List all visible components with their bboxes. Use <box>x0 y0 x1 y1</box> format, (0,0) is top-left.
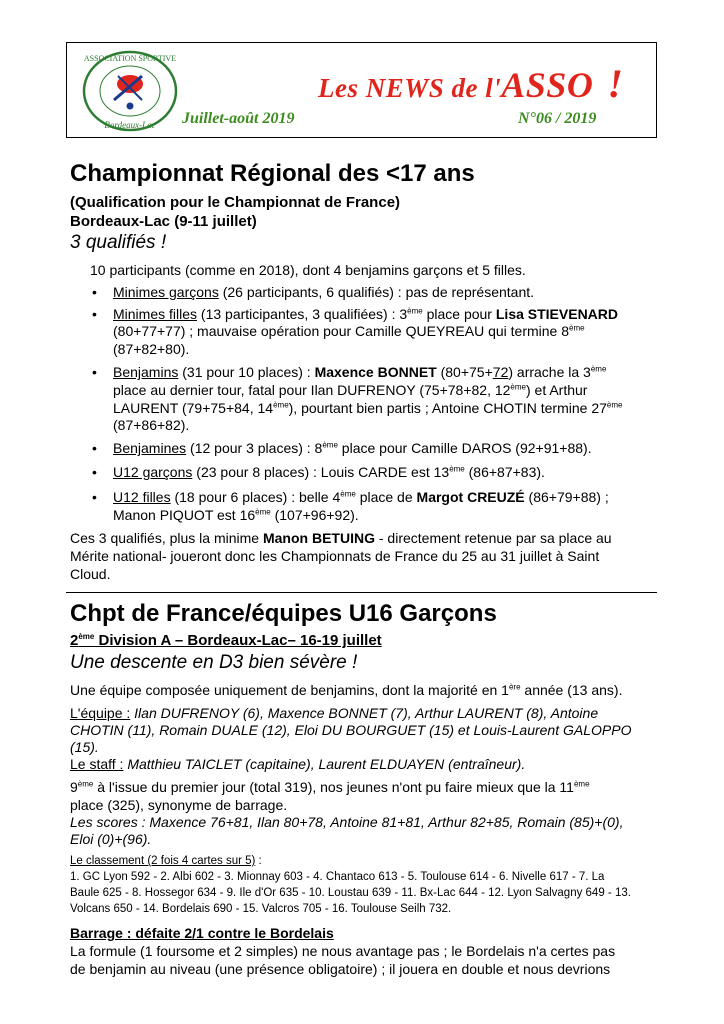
issue-date: Juillet-août 2019 <box>182 110 295 127</box>
list-item-text: (80+77+77) ; mauvaise opération pour Camille QUEYREAU qui termine 8ème <box>113 323 585 339</box>
section1-location: Bordeaux-Lac (9-11 juillet) <box>70 213 257 230</box>
ranking-line: Baule 625 - 8. Hossegor 634 - 9. Ile d'Or 635 - 10. Loustau 639 - 11. Bx-Lac 644 - 12. Lyon Salvagny 649 - 13. <box>70 887 631 899</box>
list-item-u12-garcons: U12 garçons (23 pour 8 places) : Louis CARDE est 13ème (86+87+83). <box>113 464 545 480</box>
list-item-u12-filles: U12 filles (18 pour 6 places) : belle 4ème place de Margot CREUZÉ (86+79+88) ; <box>113 489 609 505</box>
list-item-benjamines: Benjamines (12 pour 3 places) : 8ème place pour Camille DAROS (92+91+88). <box>113 440 592 456</box>
section2-result-line: place (325), synonyme de barrage. <box>70 797 288 813</box>
bullet-icon: • <box>92 284 97 300</box>
association-logo <box>78 48 182 134</box>
list-item-text: place au dernier tour, fatal pour Ilan DUFRENOY (75+78+82, 12ème) et Arthur <box>113 382 588 398</box>
ranking-line: Volcans 650 - 14. Bordelais 690 - 15. Valcros 705 - 16. Toulouse Seilh 732. <box>70 903 452 915</box>
section1-outro: Ces 3 qualifiés, plus la minime Manon BETUING - directement retenue par sa place au <box>70 530 612 546</box>
section1-outro-line: Cloud. <box>70 566 111 582</box>
staff-line: Le staff : Matthieu TAICLET (capitaine), Laurent ELDUAYEN (entraîneur). <box>70 756 526 772</box>
section2-subtitle: 2ème Division A – Bordeaux-Lac– 16-19 juillet <box>70 632 382 649</box>
section1-tagline: 3 qualifiés ! <box>70 232 167 253</box>
section2-result: 9ème à l'issue du premier jour (total 319), nos jeunes n'ont pu faire mieux que la 11ème <box>70 779 590 795</box>
section2-title: Chpt de France/équipes U16 Garçons <box>70 600 497 627</box>
section1-title: Championnat Régional des <17 ans <box>70 160 475 187</box>
scores-line: Eloi (0)+(96). <box>70 831 152 847</box>
list-item-minimes-garcons: Minimes garçons (26 participants, 6 qualifiés) : pas de représentant. <box>113 284 535 300</box>
issue-number: N°06 / 2019 <box>518 110 597 127</box>
bullet-icon: • <box>92 489 97 505</box>
team-list-line: CHOTIN (11), Romain DUALE (12), Eloi DU BOURGUET (15) et Louis-Laurent GALOPPO <box>70 722 632 738</box>
list-item-text: Manon PIQUOT est 16ème (107+96+92). <box>113 507 359 523</box>
list-item-text: (87+86+82). <box>113 417 190 433</box>
ranking-label: Le classement (2 fois 4 cartes sur 5) : <box>70 855 262 867</box>
team-list: L'équipe : Ilan DUFRENOY (6), Maxence BONNET (7), Arthur LAURENT (8), Antoine <box>70 705 599 721</box>
barrage-text: La formule (1 foursome et 2 simples) ne nous avantage pas ; le Bordelais n'a certes pas <box>70 943 616 959</box>
list-item-text: LAURENT (79+75+84, 14ème), pourtant bien partis ; Antoine CHOTIN termine 27ème <box>113 400 623 416</box>
newsletter-title: Les NEWS de l'ASSO ! <box>318 61 624 106</box>
bullet-icon: • <box>92 306 97 322</box>
bullet-icon: • <box>92 440 97 456</box>
section2-tagline: Une descente en D3 bien sévère ! <box>70 652 358 673</box>
section2-intro: Une équipe composée uniquement de benjamins, dont la majorité en 1ère année (13 ans). <box>70 682 623 698</box>
section1-subtitle: (Qualification pour le Championnat de France) <box>70 194 401 211</box>
bullet-icon: • <box>92 364 97 380</box>
list-item-minimes-filles: Minimes filles (13 participantes, 3 qualifiées) : 3ème place pour Lisa STIEVENARD <box>113 306 619 322</box>
section1-intro: 10 participants (comme en 2018), dont 4 benjamins garçons et 5 filles. <box>90 262 526 278</box>
section-divider <box>66 592 657 593</box>
barrage-title: Barrage : défaite 2/1 contre le Bordelais <box>70 925 334 941</box>
scores-line: Les scores : Maxence 76+81, Ilan 80+78, Antoine 81+81, Arthur 82+85, Romain (85)+(0), <box>70 814 624 830</box>
logo-text-bottom: Bordeaux-Lac <box>104 120 156 130</box>
list-item-text: (87+82+80). <box>113 341 190 357</box>
bullet-icon: • <box>92 464 97 480</box>
section1-outro-line: Mérite national- joueront donc les Championnats de France du 25 au 31 juillet à Saint <box>70 548 600 564</box>
logo-text-top: ASSOCIATION SPORTIVE <box>83 54 177 63</box>
list-item-benjamins: Benjamins (31 pour 10 places) : Maxence BONNET (80+75+72) arrache la 3ème <box>113 364 607 380</box>
barrage-text: de benjamin au niveau (une présence obligatoire) ; il jouera en double et nous devrions <box>70 961 611 977</box>
ranking-line: 1. GC Lyon 592 - 2. Albi 602 - 3. Mionnay 603 - 4. Chantaco 613 - 5. Toulouse 614 - 6. Nivelle 617 - 7. La <box>70 871 605 883</box>
team-list-line: (15). <box>70 739 99 755</box>
